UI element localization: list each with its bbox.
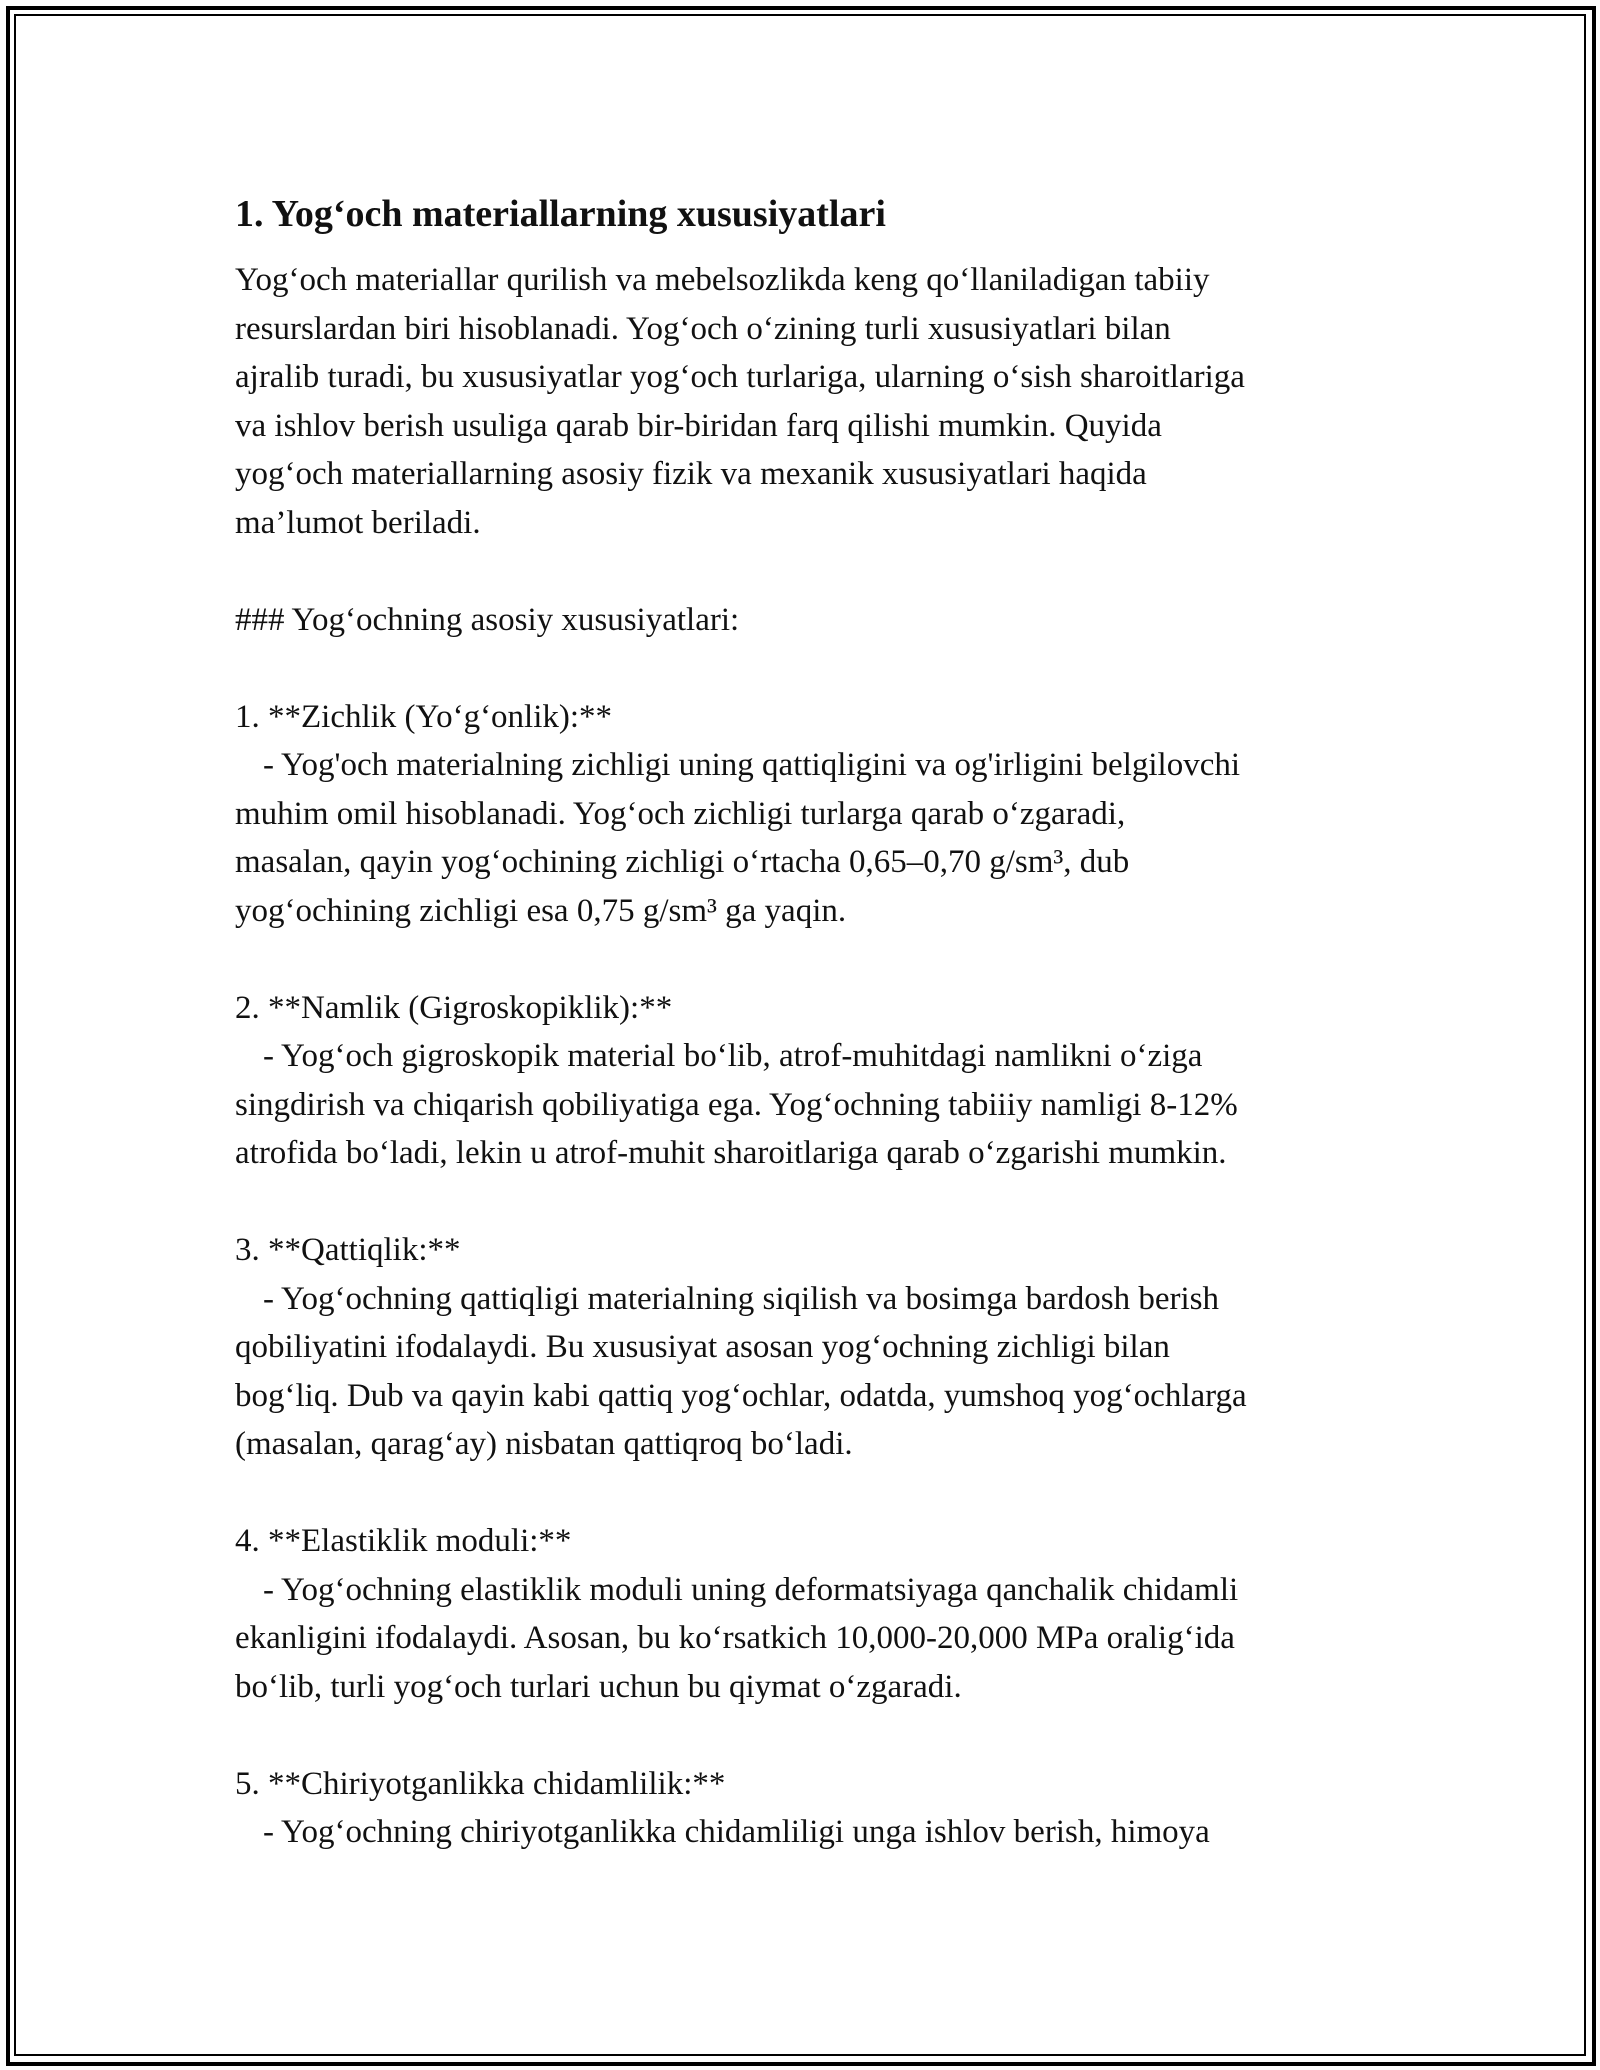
item-line: (masalan, qarag‘ay) nisbatan qattiqroq bo‘ladi. xyxy=(235,1426,853,1462)
item-first-line: - Yog'och materialning zichligi uning qattiqligini va og'irligini belgilovchi xyxy=(263,747,1241,783)
spacer xyxy=(235,935,1385,984)
spacer xyxy=(235,1178,1385,1227)
item-heading: 3. **Qattiqlik:** xyxy=(235,1232,461,1268)
property-item-moisture xyxy=(235,984,1385,1178)
item-line: atrofida bo‘ladi, lekin u atrof-muhit sharoitlariga qarab o‘zgarishi mumkin. xyxy=(235,1135,1227,1171)
item-line: bo‘lib, turli yog‘och turlari uchun bu qiymat o‘zgaradi. xyxy=(235,1668,962,1705)
intro-line: ajralib turadi, bu xususiyatlar yog‘och turlariga, ularning o‘sish sharoitlariga xyxy=(235,359,1245,395)
property-item-rot-resistance xyxy=(235,1760,1385,1857)
intro-line: Yog‘och materiallar qurilish va mebelsozlikda keng qo‘llaniladigan tabiiy xyxy=(235,262,1210,298)
document-body xyxy=(235,186,1385,1857)
intro-line: resurslardan biri hisoblanadi. Yog‘och o‘zining turli xususiyatlari bilan xyxy=(235,310,1171,347)
spacer xyxy=(235,547,1385,596)
section-subheading: ### Yog‘ochning asosiy xususiyatlari: xyxy=(235,601,740,638)
item-line: masalan, qayin yog‘ochining zichligi o‘rtacha 0,65–0,70 g/sm³, dub xyxy=(235,844,1130,880)
property-item-hardness xyxy=(235,1226,1385,1469)
item-first-line: - Yog‘ochning elastiklik moduli uning deformatsiyaga qanchalik chidamli xyxy=(263,1571,1239,1608)
property-item-elasticity xyxy=(235,1517,1385,1711)
spacer xyxy=(235,644,1385,693)
spacer xyxy=(235,1711,1385,1760)
item-heading: 4. **Elastiklik moduli:** xyxy=(235,1523,572,1559)
item-line: qobiliyatini ifodalaydi. Bu xususiyat asosan yog‘ochning zichligi bilan xyxy=(235,1329,1170,1365)
intro-line: ma’lumot beriladi. xyxy=(235,504,481,541)
item-first-line: - Yog‘ochning qattiqligi materialning siqilish va bosimga bardosh berish xyxy=(263,1280,1219,1317)
item-heading: 2. **Namlik (Gigroskopiklik):** xyxy=(235,989,673,1026)
item-line: bog‘liq. Dub va qayin kabi qattiq yog‘ochlar, odatda, yumshoq yog‘ochlarga xyxy=(235,1377,1247,1414)
property-item-density xyxy=(235,693,1385,936)
item-first-line: - Yog‘ochning chiriyotganlikka chidamliligi unga ishlov berish, himoya xyxy=(263,1814,1210,1850)
item-heading: 5. **Chiriyotganlikka chidamlilik:** xyxy=(235,1765,726,1802)
intro-paragraph xyxy=(235,256,1385,547)
item-line: muhim omil hisoblanadi. Yog‘och zichligi turlarga qarab o‘zgaradi, xyxy=(235,795,1126,832)
spacer xyxy=(235,1469,1385,1518)
intro-line: yog‘och materiallarning asosiy fizik va mexanik xususiyatlari haqida xyxy=(235,456,1147,492)
intro-line: va ishlov berish usuliga qarab bir-biridan farq qilishi mumkin. Quyida xyxy=(235,407,1162,444)
item-line: singdirish va chiqarish qobiliyatiga ega. Yog‘ochning tabiiiy namligi 8-12% xyxy=(235,1086,1238,1123)
item-line: yog‘ochining zichligi esa 0,75 g/sm³ ga yaqin. xyxy=(235,892,847,929)
item-line: ekanligini ifodalaydi. Asosan, bu ko‘rsatkich 10,000-20,000 MPa oralig‘ida xyxy=(235,1620,1235,1656)
item-heading: 1. **Zichlik (Yo‘g‘onlik):** xyxy=(235,698,613,735)
item-first-line: - Yog‘och gigroskopik material bo‘lib, atrof-muhitdagi namlikni o‘ziga xyxy=(263,1038,1203,1074)
document-title: 1. Yog‘och materiallarning xususiyatlari xyxy=(235,193,886,235)
